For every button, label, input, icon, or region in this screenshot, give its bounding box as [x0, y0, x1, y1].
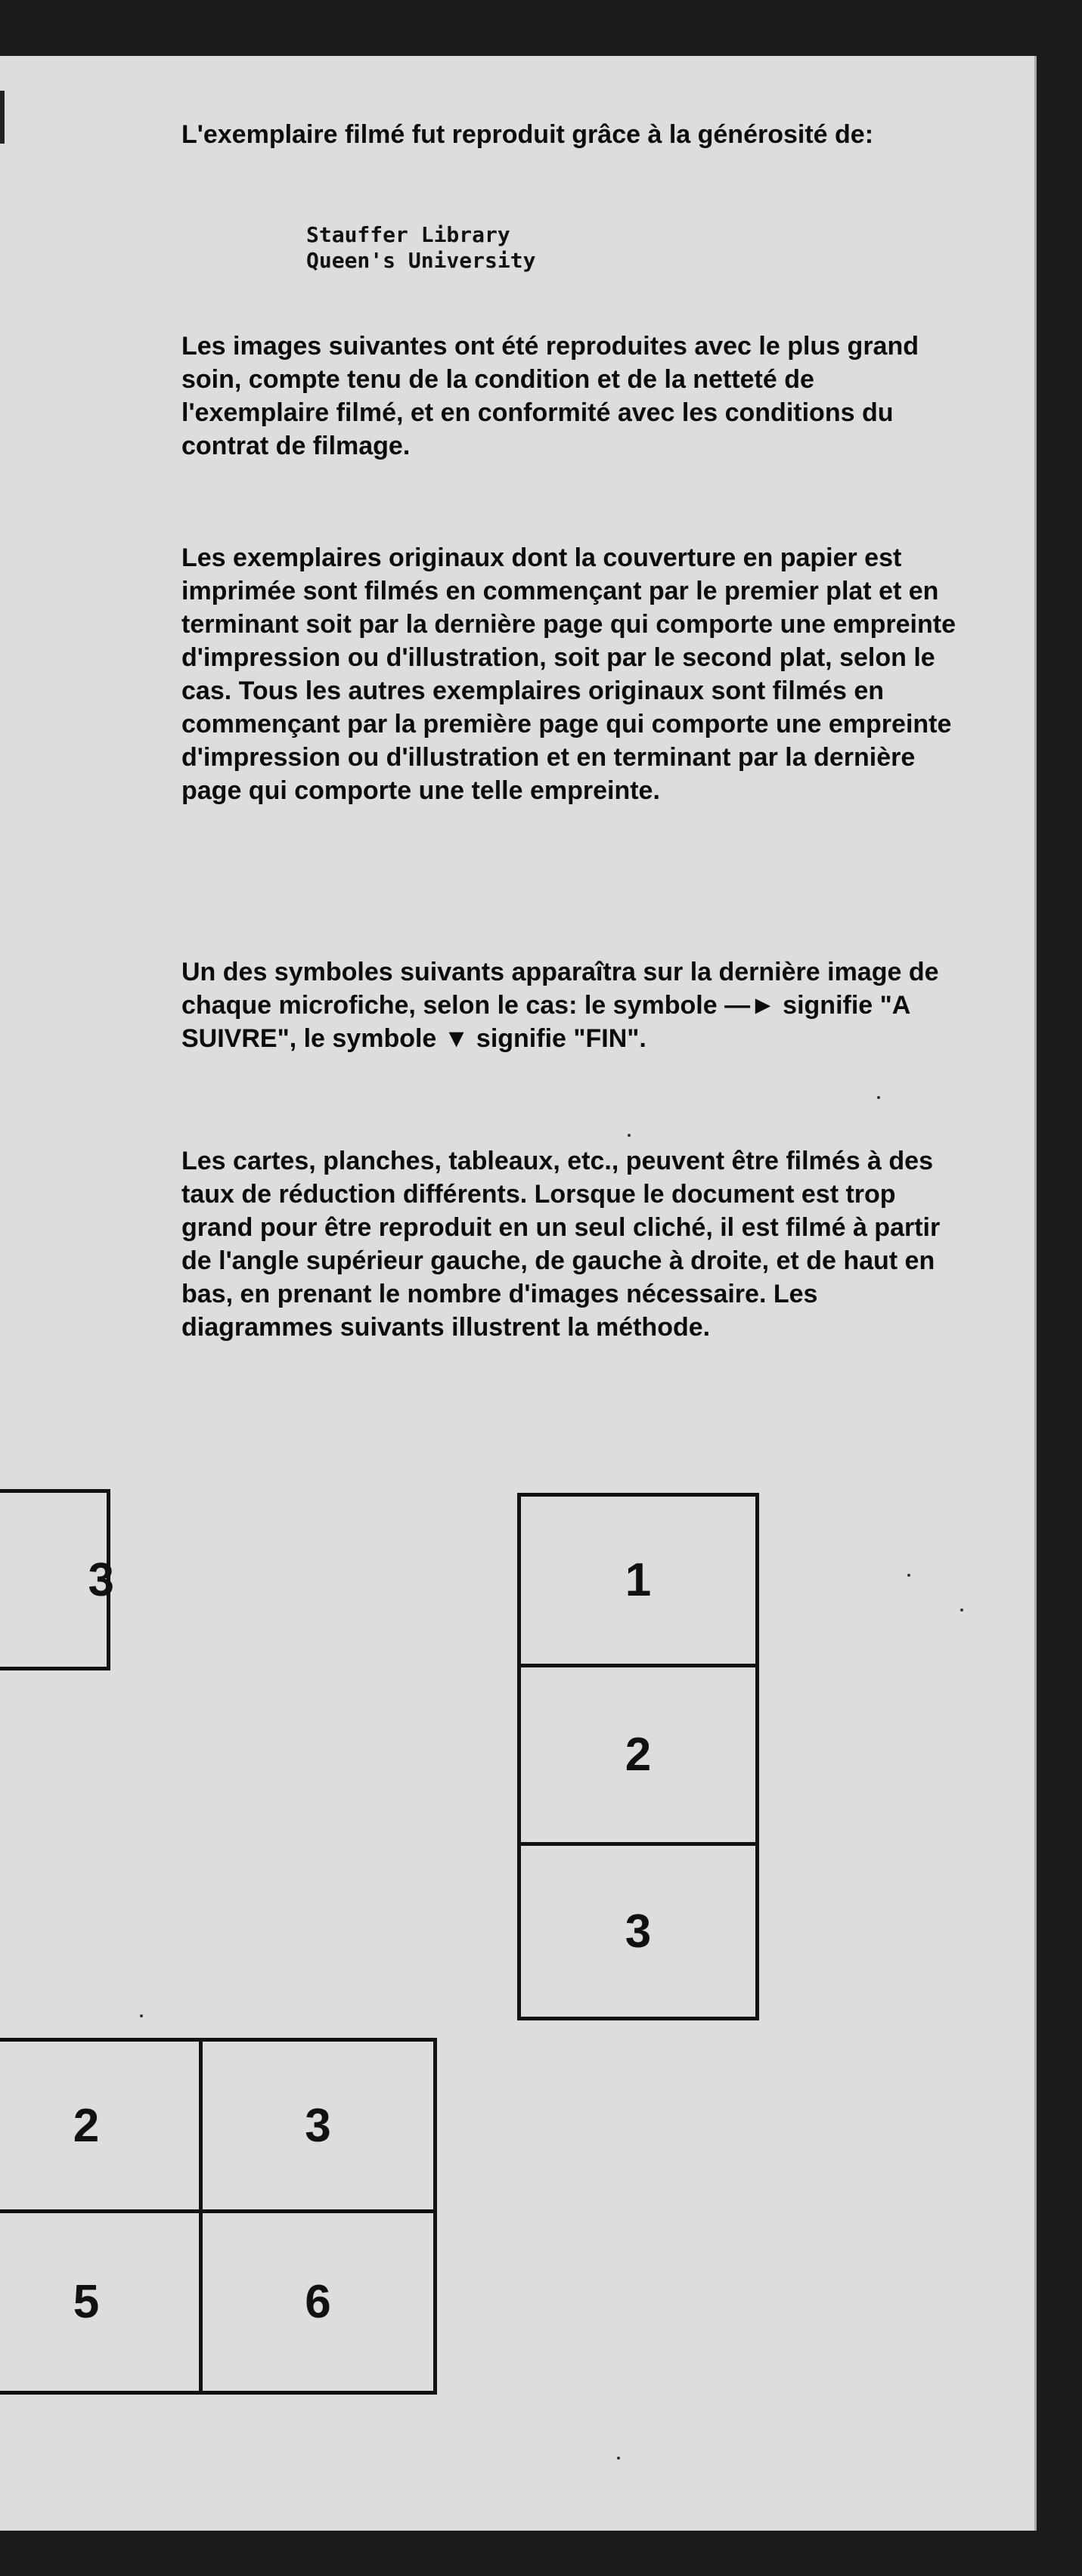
credit-line-1: Stauffer Library [306, 222, 510, 247]
diagram-cell-3 [517, 1842, 759, 2020]
paragraph-symbols [181, 955, 960, 1055]
speck [960, 1608, 963, 1612]
speck [617, 2457, 620, 2460]
speck [628, 1134, 631, 1137]
edge-mark [0, 91, 5, 144]
paragraph-maps: Les cartes, planches, tableaux, etc., peuvent être filmés à des taux de réduction différents. Lorsque le document est trop grand pour être reproduit en un seul cliché, il est filmé à partir de l'angle supérieur gauche, de gauche à droite, et de haut en bas, en prenant le nombre d'images nécessaire. Les diagrammes suivants illustrent la méthode. [181, 1147, 941, 1342]
symbols-text-1: Un des symboles suivants apparaîtra sur la dernière image de chaque microfiche, selon le cas: le symbole [181, 958, 939, 1020]
speck [140, 2014, 143, 2017]
speck [907, 1574, 910, 1577]
cell-number: 2 [625, 1729, 652, 1781]
cell-number: 6 [305, 2276, 331, 2328]
cell-number: 3 [625, 1905, 652, 1958]
credit-line-2: Queen's University [306, 248, 536, 273]
library-credit [306, 222, 535, 274]
cell-number: 5 [73, 2276, 100, 2328]
paragraph-images: Les images suivantes ont été reproduites avec le plus grand soin, compte tenu de la condition et de la netteté de l'exemplaire filmé, et en conformité avec les conditions du contrat de filmage. [181, 332, 919, 460]
grid-cell-2 [0, 2038, 203, 2213]
grid-cell-5 [0, 2209, 203, 2395]
diagram-cell-2 [517, 1664, 759, 1846]
diagram-cell-1 [517, 1493, 759, 1667]
speck [877, 1096, 880, 1099]
triangle-symbol-icon: ▼ [443, 1024, 470, 1053]
fragment-number: 3 [88, 1553, 114, 1606]
symbols-text-3: signifie "FIN". [476, 1024, 646, 1053]
cell-number: 3 [305, 2099, 331, 2152]
arrow-symbol-icon: —► [724, 991, 776, 1020]
intro-text: L'exemplaire filmé fut reproduit grâce à la générosité de: [181, 120, 874, 149]
paragraph-originals: Les exemplaires originaux dont la couverture en papier est imprimée sont filmés en commençant par le premier plat et en terminant soit par la dernière page qui comporte une empreinte d'impression ou d'illustration, soit par le second plat, selon le cas. Tous les autres exemplaires originaux sont filmés en commençant par la première page qui comporte une empreinte d'impression ou d'illustration et en terminant par la dernière page qui comporte une telle empreinte. [181, 543, 956, 805]
grid-cell-3 [199, 2038, 437, 2213]
grid-cell-6 [199, 2209, 437, 2395]
fragment-box [0, 1489, 114, 1670]
cell-number: 1 [625, 1554, 652, 1606]
symbols-text-2: signifie "A SUIVRE", le symbole [181, 991, 910, 1053]
cell-number: 2 [73, 2099, 100, 2152]
